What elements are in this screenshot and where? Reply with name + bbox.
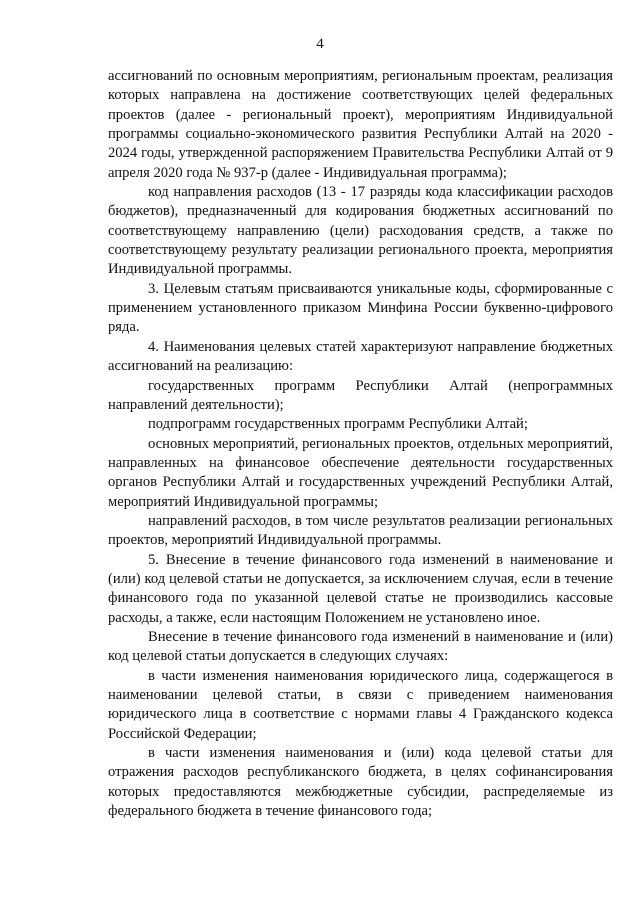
- paragraph-item-3: 3. Целевым статьям присваиваются уникальные коды, сформированные с применением установленного приказом Минфина России буквенно-цифрового ряда.: [108, 280, 613, 336]
- paragraph-direction-code: код направления расходов (13 - 17 разряды кода классификации расходов бюджетов), предназначенный для кодирования бюджетных ассигнований по соответствующему направлению (цели) расходования средств, а также по соответствующему результату реализации регионального проекта, мероприятия Индивидуальной программы.: [108, 184, 613, 278]
- paragraph-item-4: 4. Наименования целевых статей характеризуют направление бюджетных ассигнований на реализацию:: [108, 338, 613, 375]
- paragraph-subprograms: подпрограмм государственных программ Республики Алтай;: [148, 416, 528, 433]
- paragraph-legal-entity-change: в части изменения наименования юридического лица, содержащегося в наименовании целевой статьи, в связи с приведением наименования юридического лица в соответствие с нормами главы 4 Гражданского кодекса Российской Федерации;: [108, 667, 613, 742]
- paragraph-state-programs: государственных программ Республики Алтай (непрограммных направлений деятельности);: [108, 377, 613, 413]
- paragraph-continuation: ассигнований по основным мероприятиям, региональным проектам, реализация которых направлена на достижение соответствующих целей федеральных проектов (далее - региональный проект), мероприятиям Индивидуальной программы социально-экономического развития Республики Алтай на 2020 - 2024 годы, утвержденной распоряжением Правительства Республики Алтай от 9 апреля 2020 года № 937-р (далее - Индивидуальная программа);: [108, 68, 613, 181]
- paragraph-main-activities: основных мероприятий, региональных проектов, отдельных мероприятий, направленных на финансовое обеспечение деятельности государственных органов Республики Алтай и государственных учреждений Республики Алтай, мероприятий Индивидуальной программы;: [108, 435, 613, 510]
- paragraph-expense-directions: направлений расходов, в том числе результатов реализации региональных проектов, мероприятий Индивидуальной программы.: [108, 512, 613, 549]
- paragraph-cofinancing-change: в части изменения наименования и (или) кода целевой статьи для отражения расходов республиканского бюджета, в целях софинансирования которых предоставляются межбюджетные субсидии, распределяемые из федерального бюджета в течение финансового года;: [108, 745, 613, 820]
- paragraph-item-5: 5. Внесение в течение финансового года изменений в наименование и (или) код целевой статьи не допускается, за исключением случая, если в течение финансового года по указанной целевой статье не производились кассовые расходы, а также, если настоящим Положением не установлено иное.: [108, 551, 613, 626]
- page-number: 4: [316, 36, 324, 52]
- document-body: [108, 67, 613, 821]
- paragraph-changes-allowed: Внесение в течение финансового года изменений в наименование и (или) код целевой статьи допускается в следующих случаях:: [108, 628, 613, 665]
